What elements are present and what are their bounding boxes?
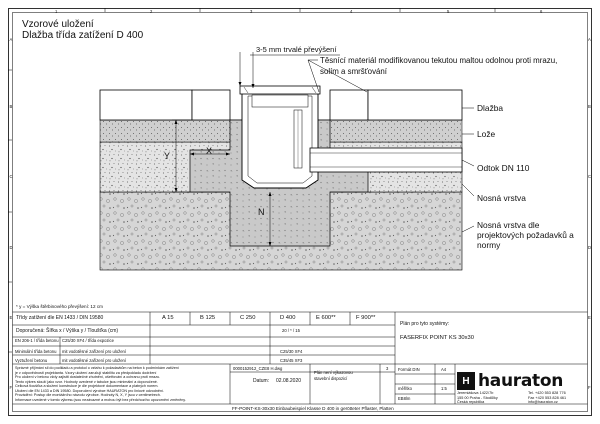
company-address-1: Jeremiášova 1422/7b	[457, 391, 494, 395]
label-support: Nosná vrstva	[477, 193, 526, 203]
scale-label: měřítko	[398, 386, 412, 391]
grid-row-b-right: B	[588, 104, 591, 109]
table-reinforcement-label: Vyztužení betonu	[15, 358, 48, 363]
hauraton-logo	[457, 370, 584, 392]
sealant-note-line-1: Těsnící materiál modifikovanou tekutou maltou odolnou proti mrazu,	[320, 56, 558, 65]
label-support-design-3: normy	[477, 240, 501, 250]
title-line-1: Vzorové uložení	[22, 19, 94, 30]
format-label: Formát DIN	[398, 367, 420, 372]
plan-systems-label: Plán pro tyto systémy:	[400, 321, 450, 327]
date-label: Datum:	[253, 378, 270, 384]
grid-col-3: 3	[250, 8, 253, 14]
table-min-concrete-label: Minimální třída betonu	[15, 349, 57, 354]
table-dimensions-d400: 20 / * / 15	[282, 328, 300, 333]
sealant-note-line-2: solím a smršťování	[320, 67, 387, 76]
company-email: info@hauraton.cz	[528, 400, 558, 404]
table-reinforcement-note: mit vodotěsné zařízení pro uložení	[62, 358, 127, 363]
date-value: 02.08.2020	[276, 378, 302, 384]
gap-note: 3-5 mm trvalé převýšení	[256, 45, 337, 54]
footnote: * y = Výška štěrbinového převýšení: 12 cm	[16, 304, 103, 309]
language-code: EB8lm	[398, 396, 411, 401]
grid-col-6: 6	[540, 8, 543, 14]
brand-wordmark: hauraton	[478, 371, 564, 391]
grid-row-e: E	[9, 315, 13, 320]
sheet-number: 3	[386, 366, 389, 371]
table-min-concrete-note: mit vodotěsné zařízení pro uložení	[62, 349, 127, 354]
note-2: je v odpovědnosti projektanta. Vzory uložení zaručují stabilitu za předpokladu dodržení	[15, 370, 157, 375]
company-address-3: Česká republika	[457, 400, 485, 404]
note-4: Tento výkres slouží jako vzor. Hodnoty uvedené v tabulce jsou minimální a doporučené.	[15, 379, 158, 384]
grid-row-f: F	[9, 385, 13, 390]
class-a15: A 15	[162, 315, 174, 321]
description-line-2: stavební dispozicí	[314, 376, 348, 381]
table-load-class-label: Třídy zatížení dle EN 1433 / DIN 19580	[16, 315, 104, 321]
class-c250: C 250	[240, 315, 256, 321]
dim-x: X	[206, 146, 213, 156]
label-support-design-2: projektových požadavků a	[477, 230, 574, 240]
scale-value: 1:5	[441, 386, 447, 391]
dim-y: Y	[164, 151, 171, 161]
title-line-2: Dlažba třída zatížení D 400	[22, 30, 144, 41]
note-7: Provádění: Postup dle montážního návodu výrobce. Hodnoty N, X, Y jsou v centimetrech.	[15, 393, 161, 397]
company-address-2: 155 00 Praha - Stodůlky	[457, 395, 498, 400]
note-5: Celková tloušťka a složení konstrukce je dle projektové dokumentace a platných norem.	[15, 384, 159, 388]
table-min-concrete-d400: C25/30 XF4	[280, 349, 303, 354]
dim-n: N	[258, 207, 265, 217]
grid-row-c: C	[9, 174, 13, 179]
table-dimensions-label: Doporučená: Šířka x / Výška y / Tloušťka (cm)	[16, 328, 119, 334]
grid-row-a: A	[9, 37, 13, 42]
grid-col-4: 4	[350, 8, 353, 14]
grid-row-a-right: A	[588, 37, 591, 42]
note-8: Informace uvedené v tomto výkresu jsou nezávazné a mohou být bez předchozího upozornění změněny.	[15, 397, 186, 402]
grid-row-f-right: F	[588, 385, 591, 390]
label-bed: Lože	[477, 129, 496, 139]
label-support-design-1: Nosná vrstva dle	[477, 220, 540, 230]
drawing-number: 0000152912_CZE8 H.dwg	[233, 366, 283, 371]
class-f900: F 900**	[356, 315, 376, 321]
label-outlet: Odtok DN 110	[477, 163, 530, 173]
grid-row-d: D	[9, 245, 13, 250]
grid-row-c-right: C	[588, 174, 592, 179]
note-6: Uložení dle EN 1433 a DIN 19580. Doporučení výrobce HAURATON pro liniové odvodnění.	[15, 388, 165, 393]
grid-row-d-right: D	[588, 245, 592, 250]
bottom-caption: FF-POINT-KS-30x30 Einbaubeispiel Klasse D 400 in gerötteter Pflaster, Platten	[232, 406, 394, 411]
hauraton-mark-icon: H	[457, 372, 475, 390]
company-phone: Tel. +420 553 828 776	[528, 391, 566, 395]
class-d400: D 400	[280, 315, 296, 321]
table-exposure-label: C25/30 XF4 / třída expozice	[62, 338, 114, 343]
label-paving: Dlažba	[477, 103, 504, 113]
class-e600: E 600**	[316, 315, 336, 321]
table-reinforcement-d400: C35/45 XF3	[280, 358, 303, 363]
grid-col-2: 2	[150, 8, 153, 14]
grid-col-5: 5	[447, 8, 450, 14]
company-fax: Fax +420 553 828 461	[528, 395, 567, 400]
note-3: Pro uložení v betonu vždy zajistit dostatečné zhutnění, ošetřování a ochranu proti mrazu.	[15, 375, 161, 379]
description-line-1: Plán není výkazovou	[314, 370, 353, 375]
grid-row-e-right: E	[588, 315, 591, 320]
note-1: Správné přijímání sil do podkladu a protokol o vztahu k požadavkům na beton k podmínkám zatížení	[15, 366, 179, 370]
system-name: FASERFIX POINT KS 30x30	[400, 335, 474, 341]
class-b125: B 125	[200, 315, 216, 321]
format-value: A4	[441, 367, 447, 372]
grid-col-1: 1	[55, 8, 58, 14]
grid-row-b: B	[9, 104, 13, 109]
table-concrete-class-label: EN 206-1 / třída betonu	[15, 338, 59, 343]
